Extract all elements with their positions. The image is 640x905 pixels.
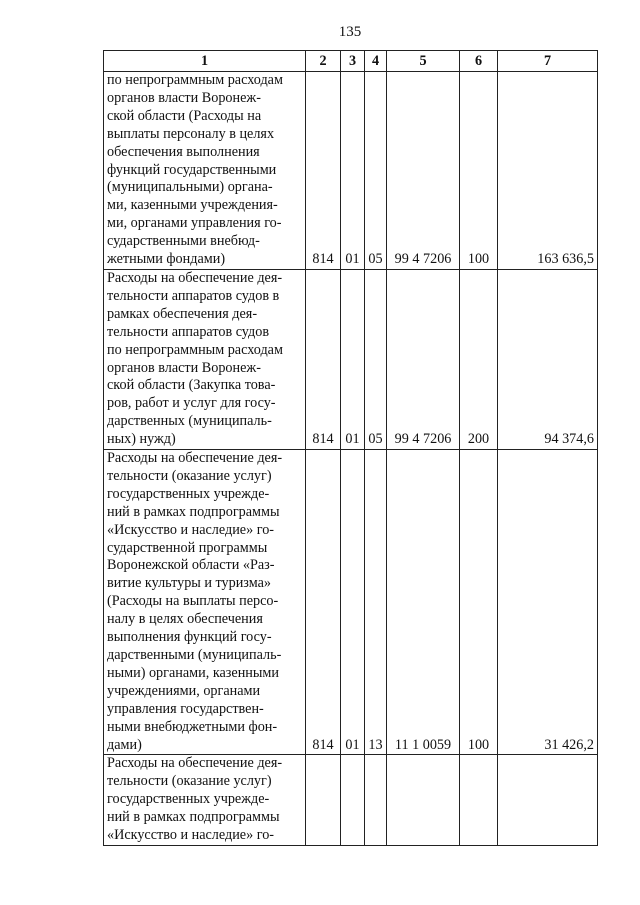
header-col-3: 3 (341, 51, 365, 72)
row-description: Расходы на обеспечение дея- тельности (оказание услуг) государственных учрежде- ний в рамках подпрограммы «Искусство и наследие» го- сударственной программы Воронежской области «Раз- витие культуры и туризма» (Расходы на выплаты персо- налу в целях обеспечения выполнения функций госу- дарственными (муниципаль- ными) органами, казенными учреждениями, органами управления государствен- ными внебюджетными фон- дами) (104, 450, 306, 755)
cell-section: 01 (341, 72, 365, 270)
table-row (104, 269, 598, 449)
table-row (104, 72, 598, 270)
cell-subsection: 05 (365, 269, 387, 449)
cell-subsection: 13 (365, 450, 387, 755)
cell-subsection (365, 755, 387, 846)
cell-ministry-code: 814 (306, 450, 341, 755)
row-description: Расходы на обеспечение дея- тельности аппаратов судов в рамках обеспечения дея- тельности аппаратов судов по непрограммным расходам органов власти Воронеж- ской области (Закупка това- ров, работ и услуг для госу- дарственных (муниципаль- ных) нужд) (104, 269, 306, 449)
table-row (104, 755, 598, 846)
header-col-4: 4 (365, 51, 387, 72)
cell-subsection: 05 (365, 72, 387, 270)
cell-expense-type (460, 755, 498, 846)
cell-expense-type: 100 (460, 450, 498, 755)
header-col-2: 2 (306, 51, 341, 72)
cell-target-article: 99 4 7206 (387, 72, 460, 270)
table-header-row (104, 51, 598, 72)
header-col-5: 5 (387, 51, 460, 72)
cell-amount: 31 426,2 (498, 450, 598, 755)
cell-expense-type: 100 (460, 72, 498, 270)
page-number: 135 (338, 24, 362, 40)
cell-section: 01 (341, 450, 365, 755)
cell-ministry-code: 814 (306, 72, 341, 270)
cell-amount (498, 755, 598, 846)
table-row (104, 450, 598, 755)
header-col-6: 6 (460, 51, 498, 72)
cell-target-article (387, 755, 460, 846)
header-col-7: 7 (498, 51, 598, 72)
cell-amount: 163 636,5 (498, 72, 598, 270)
cell-target-article: 99 4 7206 (387, 269, 460, 449)
cell-ministry-code: 814 (306, 269, 341, 449)
budget-table (103, 50, 598, 846)
cell-amount: 94 374,6 (498, 269, 598, 449)
cell-section: 01 (341, 269, 365, 449)
header-col-1: 1 (104, 51, 306, 72)
row-description: Расходы на обеспечение дея- тельности (оказание услуг) государственных учрежде- ний в рамках подпрограммы «Искусство и наследие» го- (104, 755, 306, 846)
cell-expense-type: 200 (460, 269, 498, 449)
cell-ministry-code (306, 755, 341, 846)
cell-target-article: 11 1 0059 (387, 450, 460, 755)
cell-section (341, 755, 365, 846)
row-description: по непрограммным расходам органов власти Воронеж- ской области (Расходы на выплаты персоналу в целях обеспечения выполнения функций государственными (муниципальными) органа- ми, казенными учреждения- ми, органами управления го- сударственными внебюд- жетными фондами) (104, 72, 306, 270)
